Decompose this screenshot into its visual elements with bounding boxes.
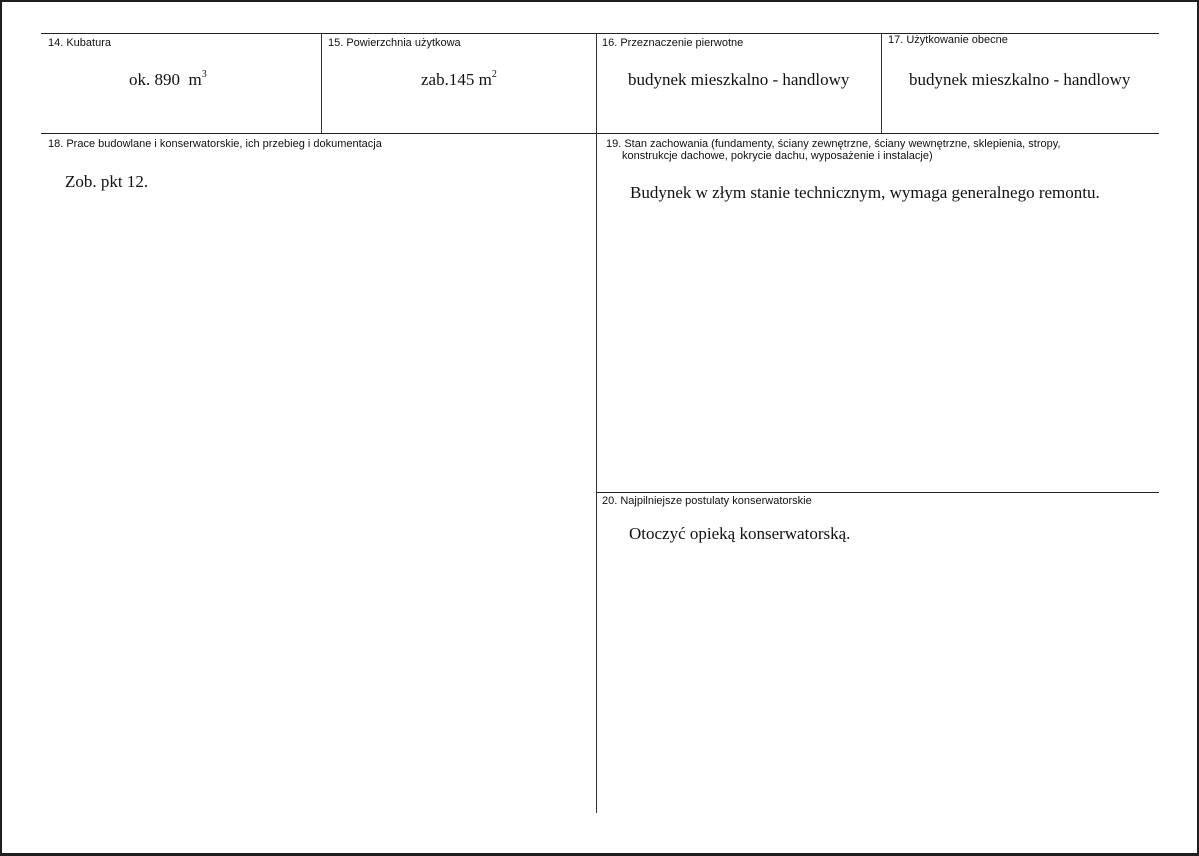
field-17-value: budynek mieszkalno - handlowy <box>909 70 1131 89</box>
field-14-unit-exponent: 3 <box>201 69 207 80</box>
divider-15-16 <box>596 33 597 133</box>
top-row-bottom-border <box>41 133 1159 134</box>
field-15-value <box>421 70 497 90</box>
field-17-label: 17. Użytkowanie obecne <box>888 34 1008 46</box>
field-14-value <box>129 70 207 90</box>
field-14-label: 14. Kubatura <box>48 37 111 49</box>
field-18-label: 18. Prace budowlane i konserwatorskie, ich przebieg i dokumentacja <box>48 138 382 150</box>
field-14-amount: ok. 890 <box>129 70 180 89</box>
divider-14-15 <box>321 33 322 133</box>
divider-16-17 <box>881 33 882 133</box>
field-16-value: budynek mieszkalno - handlowy <box>628 70 850 89</box>
field-19-label-line2: konstrukcje dachowe, pokrycie dachu, wyposażenie i instalacje) <box>622 150 933 162</box>
field-19-value: Budynek w złym stanie technicznym, wymaga generalnego remontu. <box>630 183 1100 202</box>
field-15-label: 15. Powierzchnia użytkowa <box>328 37 461 49</box>
form-sheet <box>2 2 1197 853</box>
field-15-amount: zab.145 <box>421 70 475 89</box>
field-20-value: Otoczyć opieką konserwatorską. <box>629 524 851 543</box>
field-14-unit: m <box>188 70 202 89</box>
field-18-value: Zob. pkt 12. <box>65 172 149 191</box>
divider-main-columns <box>596 133 597 813</box>
field-16-label: 16. Przeznaczenie pierwotne <box>602 37 744 49</box>
field-15-unit-exponent: 2 <box>491 69 497 80</box>
field-15-unit: m <box>478 70 492 89</box>
field-19-label-line1: 19. Stan zachowania (fundamenty, ściany zewnętrzne, ściany wewnętrzne, sklepienia, stropy, <box>606 138 1061 150</box>
field-20-top-border <box>596 492 1159 493</box>
field-20-label: 20. Najpilniejsze postulaty konserwatorskie <box>602 495 812 507</box>
